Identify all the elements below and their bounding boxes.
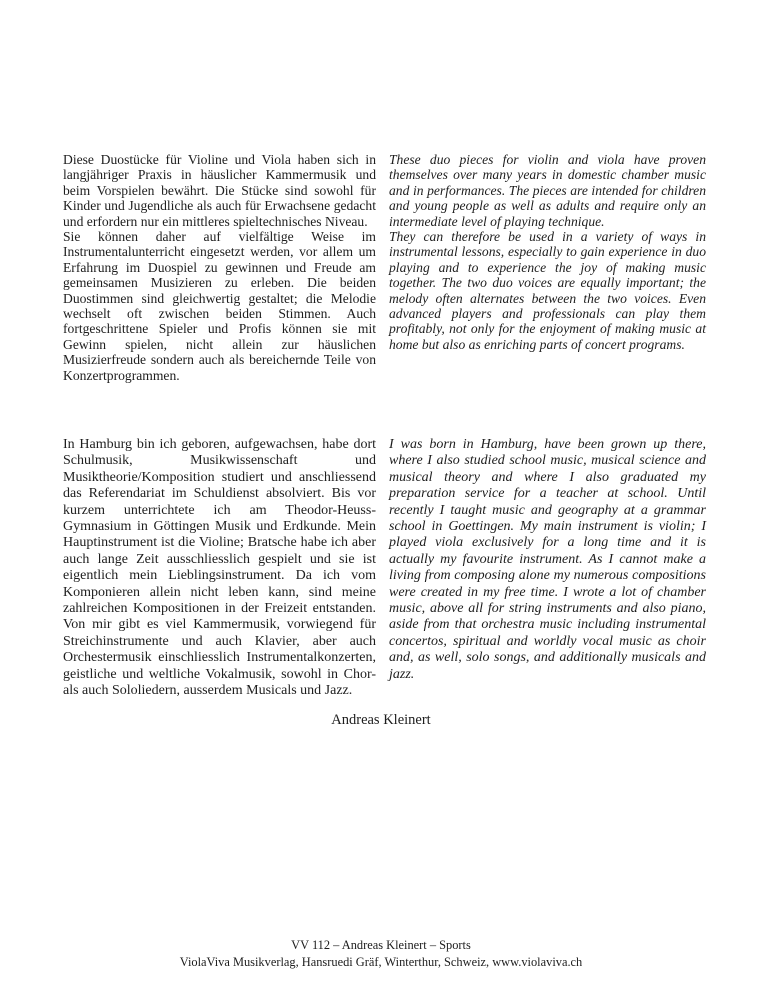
intro-section — [63, 152, 706, 383]
intro-english-paragraph-1: These duo pieces for violin and viola have proven themselves over many years in domestic chamber music and in performances. The pieces are intended for children and young people as well as adults and require only an intermediate level of playing technique. — [389, 152, 706, 229]
intro-english-column — [389, 152, 706, 383]
biography-section — [63, 437, 706, 700]
page-footer — [0, 937, 762, 971]
biography-english-column — [389, 437, 706, 700]
intro-english-paragraph-2: They can therefore be used in a variety of ways in instrumental lessons, especially to gain experience in duo playing and to experience the joy of making music together. The two duo voices are equally important; the melody often alternates between the two voices. Even advanced players and professionals can play them profitably, not only for the enjoyment of making music at home but also as enriching parts of concert programs. — [389, 229, 706, 352]
author-signature: Andreas Kleinert — [331, 712, 431, 728]
intro-german-column — [63, 152, 376, 383]
footer-publisher-line: ViolaViva Musikverlag, Hansruedi Gräf, Winterthur, Schweiz, www.violaviva.ch — [179, 955, 583, 969]
intro-german-paragraph-2: Sie können daher auf vielfältige Weise im Instrumentalunterricht eingesetzt werden, vor allem um Erfahrung im Duospiel zu gewinnen und Freude am gemeinsamen Musizieren zu erleben. Die beiden Duostimmen sind gleichwertig gestaltet; die Melodie wechselt oft zwischen beiden Stimmen. Auch fortgeschrittene Spieler und Profis können sie mit Gewinn spielen, nicht allein zur häuslichen Musizierfreude sondern auch als bereichernde Teile von Konzertprogrammen. — [63, 229, 376, 383]
footer-edition-line: VV 112 – Andreas Kleinert – Sports — [291, 938, 471, 952]
biography-german-column — [63, 437, 376, 700]
biography-german-paragraph: In Hamburg bin ich geboren, aufgewachsen, habe dort Schulmusik, Musikwissenschaft und Musiktheorie/Komposition studiert und anschliessend das Referendariat im Schuldienst absolviert. Bis vor kurzem unterrichtete ich am Theodor-Heuss-Gymnasium in Göttingen Musik und Erdkunde. Mein Hauptinstrument ist die Violine; Bratsche habe ich aber auch lange Zeit ausschliesslich gespielt und sie ist eigentlich mein Lieblingsinstrument. Da ich vom Komponieren allein nicht leben kann, sind meine zahlreichen Kompositionen in der Freizeit entstanden. Von mir gibt es viel Kammermusik, vorwiegend für Streichinstrumente und auch Klavier, aber auch Orchestermusik einschliesslich Instrumentalkonzerten, geistliche und weltliche Vokalmusik, sowohl in Chor- als auch Sololiedern, ausserdem Musicals und Jazz. — [63, 437, 376, 699]
intro-german-paragraph-1: Diese Duostücke für Violine und Viola haben sich in langjähriger Praxis in häuslicher Kammermusik und beim Vorspielen bewährt. Die Stücke sind sowohl für Kinder und Jugendliche als auch für Erwachsene gedacht und erfordern nur ein mittleres spieltechnisches Niveau. — [63, 152, 376, 229]
biography-english-paragraph: I was born in Hamburg, have been grown up there, where I also studied school music, musical science and musical theory and where I also graduated my preparation service for a teacher at school. Until recently I taught music and geography at a grammar school in Goettingen. My main instrument is violin; I played viola exclusively for a long time and it is actually my favourite instrument. As I cannot make a living from composing alone my numerous compositions were created in my free time. I wrote a lot of chamber music, above all for string instruments and also piano, aside from that orchestra music including instrumental concertos, spiritual and worldly vocal music as choir and, as well, solo songs, and additionally musicals and jazz. — [389, 437, 706, 682]
